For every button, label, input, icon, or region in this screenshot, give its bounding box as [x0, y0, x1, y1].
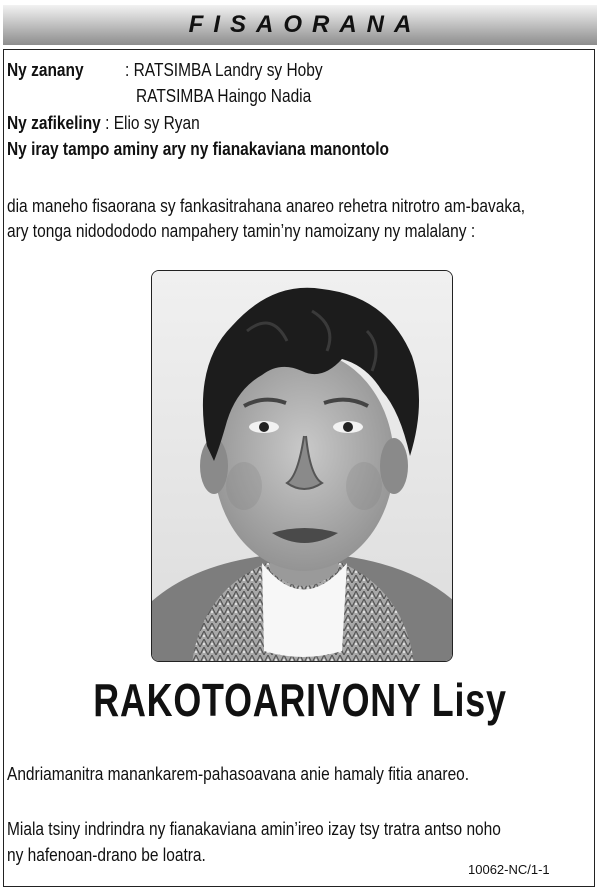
child-name-1: RATSIMBA Landry sy Hoby: [133, 60, 323, 80]
blessing-line: Andriamanitra manankarem-pahasoavana anie hamaly fitia anareo.: [7, 764, 470, 784]
children-name-2-line: [136, 84, 311, 108]
relatives-line: Ny iray tampo aminy ary ny fianakaviana manontolo: [7, 139, 389, 159]
apology-line-2: ny hafenoan-drano be loatra.: [7, 845, 206, 865]
grandchildren-line: [7, 111, 200, 135]
apology-line-1: Miala tsiny indrindra ny fianakaviana amin’ireo izay tsy tratra antso noho: [7, 819, 501, 839]
reference-code: 10062-NC/1-1: [468, 862, 550, 877]
child-name-2: RATSIMBA Haingo Nadia: [136, 86, 312, 106]
children-name-1-line: [125, 58, 323, 82]
portrait-illustration: [152, 271, 453, 662]
header-banner: [3, 5, 597, 45]
grandchildren-label: Ny zafikeliny: [7, 113, 101, 133]
children-label-line: [7, 58, 84, 82]
deceased-name: RAKOTOARIVONY Lisy: [93, 674, 507, 726]
header-title: FISAORANA: [188, 11, 422, 38]
grandchildren-separator: :: [105, 113, 110, 133]
portrait-photo: [151, 270, 453, 662]
children-separator: :: [125, 60, 130, 80]
thanks-line-1: dia maneho fisaorana sy fankasitrahana anareo rehetra nitrotro am-bavaka,: [7, 196, 526, 216]
grandchildren-names: Elio sy Ryan: [113, 113, 200, 133]
thanks-line-2: ary tonga nidodododo nampahery tamin’ny namoizany ny malalany :: [7, 221, 476, 241]
children-label: Ny zanany: [7, 60, 84, 80]
